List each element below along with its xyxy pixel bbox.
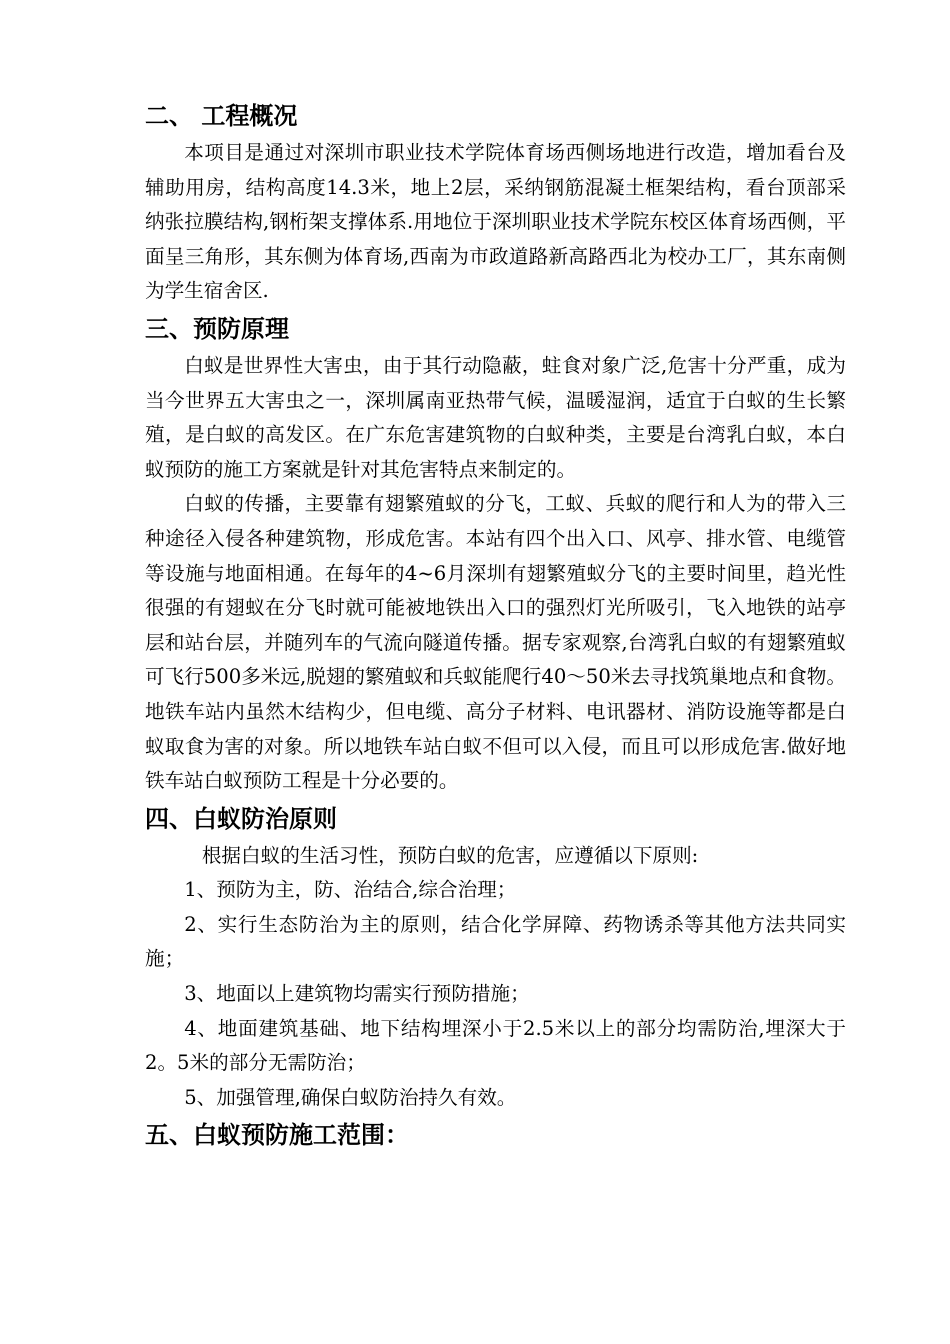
overview-paragraph: 本项目是通过对深圳市职业技术学院体育场西侧场地进行改造，增加看台及辅助用房，结构高度14.3米，地上2层，采纳钢筋混凝土框架结构，看台顶部采纳张拉膜结构,钢桁架支撑体系.用地位于深圳职业技术学院东校区体育场西侧，平面呈三角形，其东侧为体育场,西南为市政道路新高路西北为校办工厂，其东南侧为学生宿舍区. — [145, 141, 846, 303]
section-heading-overview: 二、 工程概况 — [145, 102, 298, 130]
control-rule-item-3: 3、地面以上建筑物均需实行预防措施； — [184, 982, 530, 1006]
principle-paragraph-2: 白蚁的传播，主要靠有翅繁殖蚁的分飞，工蚁、兵蚁的爬行和人为的带入三种途径入侵各种建筑物，形成危害。本站有四个出入口、风亭、排水管、电缆管等设施与地面相通。在每年的4~6月深圳有翅繁殖蚁分飞的主要时间里，趋光性很强的有翅蚁在分飞时就可能被地铁出入口的强烈灯光所吸引，飞入地铁的站亭层和站台层，并随列车的气流向隧道传播。据专家观察,台湾乳白蚁的有翅繁殖蚁可飞行500多米远,脱翅的繁殖蚁和兵蚁能爬行40～50米去寻找筑巢地点和食物。地铁车站内虽然木结构少，但电缆、高分子材料、电讯器材、消防设施等都是白蚁取食为害的对象。所以地铁车站白蚁不但可以入侵，而且可以形成危害.做好地铁车站白蚁预防工程是十分必要的。 — [145, 492, 846, 793]
principle-paragraph-1: 白蚁是世界性大害虫，由于其行动隐蔽，蛀食对象广泛,危害十分严重，成为当今世界五大害虫之一，深圳属南亚热带气候，温暖湿润，适宜于白蚁的生长繁殖，是白蚁的高发区。在广东危害建筑物的白蚁种类，主要是台湾乳白蚁，本白蚁预防的施工方案就是针对其危害特点来制定的。 — [145, 353, 846, 481]
control-rule-item-4: 4、地面建筑基础、地下结构埋深小于2.5米以上的部分均需防治,埋深大于2。5米的部分无需防治； — [145, 1016, 846, 1075]
control-rule-item-5: 5、加强管理,确保白蚁防治持久有效。 — [184, 1085, 517, 1109]
control-rules-intro: 根据白蚁的生活习性，预防白蚁的危害，应遵循以下原则: — [201, 843, 699, 867]
section-heading-scope: 五、白蚁预防施工范围： — [145, 1121, 409, 1150]
section-heading-control-rules: 四、白蚁防治原则 — [145, 804, 337, 833]
control-rule-item-2: 2、实行生态防治为主的原则，结合化学屏障、药物诱杀等其他方法共同实施； — [145, 912, 846, 971]
section-heading-principle: 三、预防原理 — [145, 314, 289, 343]
control-rule-item-1: 1、预防为主，防、治结合,综合治理； — [184, 878, 517, 902]
